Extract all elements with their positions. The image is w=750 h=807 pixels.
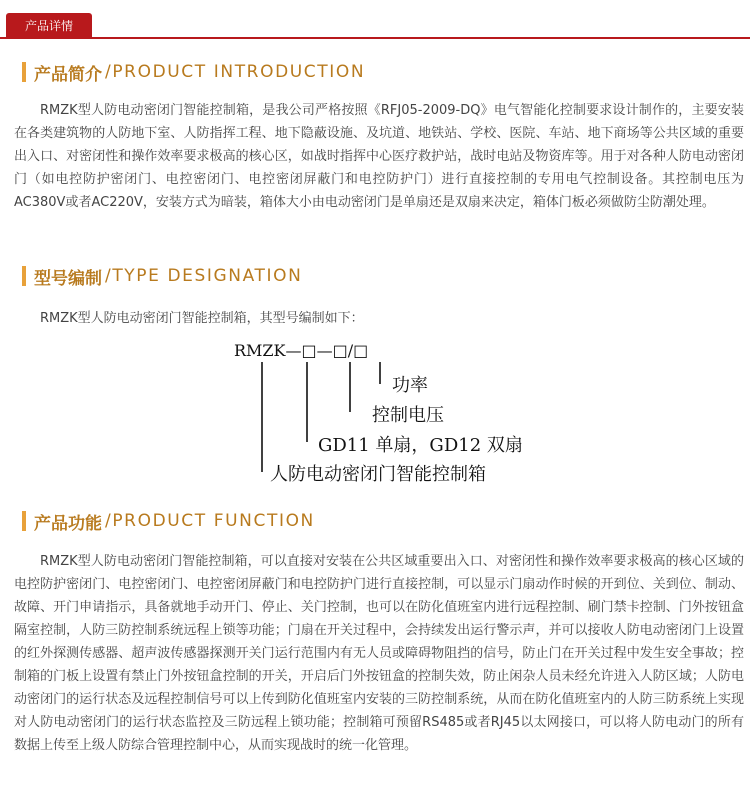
heading-title-en: /TYPE DESIGNATION (105, 266, 303, 286)
heading-title-en: /PRODUCT FUNCTION (105, 511, 315, 531)
model-code-diagram (0, 338, 750, 498)
tab-product-details[interactable]: 产品详情 (6, 13, 92, 38)
heading-title: 型号编制 (34, 268, 102, 289)
type-intro-text: RMZK型人防电动密闭门智能控制箱，其型号编制如下： (40, 311, 364, 326)
label-control-voltage: 控制电压 (372, 405, 444, 426)
section-heading-intro (22, 60, 365, 84)
label-product-name: 人防电动密闭门智能控制箱 (270, 464, 486, 485)
heading-title: 产品功能 (34, 513, 102, 534)
label-power: 功率 (392, 375, 428, 396)
heading-title: 产品简介 (34, 64, 102, 85)
section-heading-function (22, 509, 315, 533)
function-paragraph: RMZK型人防电动密闭门智能控制箱，可以直接对安装在公共区域重要出入口、对密闭性和操作效率要求极高的核心区域的电控防护密闭门、电控密闭门、电控密闭屏蔽门和电控防护门进行直接控制，可以显示门扇动作时候的开到位、关到位、制动、故障、开门申请指示，具备就地手动开门、停止、关门控制，也可以在防化值班室内进行远程控制、刷门禁卡控制、门外按钮盒隔室控制，人防三防控制系统远程上锁等功能；门扇在开关过程中，会持续发出运行警示声，并可以接收人防电动密闭门上设置的红外探测传感器、超声波传感器探测开关门运行范围内有无人员或障碍物阻挡的信号，防止门在开关过程中发生安全事故；控制箱的门板上设置有禁止门外按钮盒控制的开关，开启后门外按钮盒的控制失效，防止闲杂人员未经允许进入人防区域；人防电动密闭门的运行状态及远程控制信号可以上传到防化值班室内安装的三防控制系统，从而在防化值班室内的人防三防系统上实现对人防电动密闭门的运行状态监控及三防远程上锁功能；控制箱可预留RS485或者RJ45以太网接口，可以将人防电动门的所有数据上传至上级人防综合管理控制中心，从而实现战时的统一化管理。 (14, 554, 744, 753)
heading-accent-bar (22, 266, 26, 286)
heading-accent-bar (22, 511, 26, 531)
intro-paragraph: RMZK型人防电动密闭门智能控制箱，是我公司严格按照《RFJ05-2009-DQ》电气智能化控制要求设计制作的，主要安装在各类建筑物的人防地下室、人防指挥工程、地下隐蔽设施、及坑道、地铁站、学校、医院、车站、地下商场等公共区域的重要出入口、对密闭性和操作效率要求极高的核心区，如战时指挥中心医疗救护站，战时电站及物资库等。用于对各种人防电动密闭门（如电控防护密闭门、电控密闭门、电控密闭屏蔽门和电控防护门）进行直接控制的专用电气控制设备。其控制电压为AC380V或者AC220V，安装方式为暗装，箱体大小由电动密闭门是单扇还是双扇来决定，箱体门板必须做防尘防潮处理。 (14, 103, 744, 210)
label-door-type: GD11 单扇，GD12 双扇 (318, 435, 523, 456)
heading-title-en: /PRODUCT INTRODUCTION (105, 62, 366, 82)
section-heading-type (22, 264, 302, 288)
tab-bar (0, 0, 750, 40)
heading-accent-bar (22, 62, 26, 82)
tab-underline (0, 37, 750, 39)
model-code: RMZK—□—□/□ (234, 341, 369, 360)
